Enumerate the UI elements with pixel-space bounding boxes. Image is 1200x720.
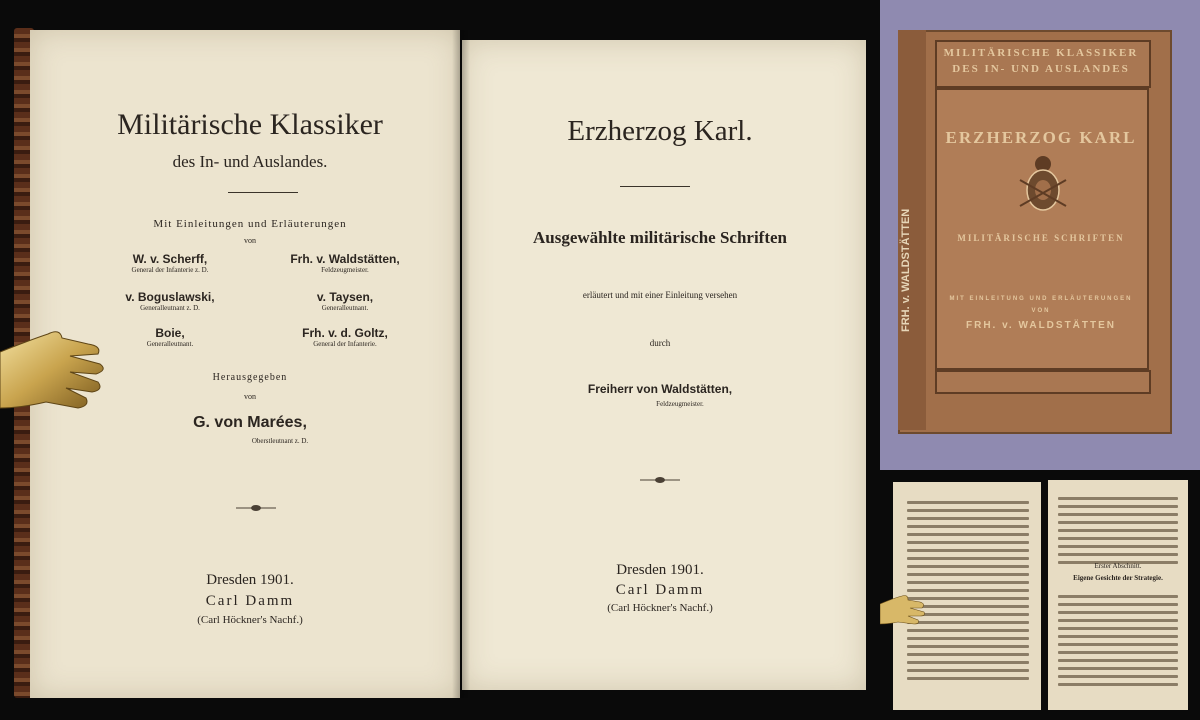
- right-rule: [620, 186, 690, 187]
- right-publisher-note: (Carl Höckner's Nachf.): [607, 602, 713, 614]
- right-publisher: Carl Damm: [615, 582, 705, 598]
- cover-series-line2: DES IN- UND AUSLANDES: [952, 63, 1130, 75]
- author-rank: Feldzeugmeister.: [321, 266, 369, 274]
- open-heading-right: Eigene Gesichte der Strategie.: [1073, 574, 1163, 582]
- author-name: v. Taysen,: [316, 290, 374, 304]
- brass-hand-icon: [0, 322, 110, 432]
- ornament-icon: [236, 500, 276, 510]
- open-heading-left: Erster Abschnitt.: [1094, 562, 1142, 570]
- right-durch: durch: [649, 338, 671, 348]
- editor-intro: Herausgegeben: [212, 372, 288, 383]
- crest-icon: [1018, 150, 1068, 216]
- cover-title: ERZHERZOG KARL: [945, 128, 1137, 147]
- author-rank: Generalleutnant z. D.: [140, 304, 200, 312]
- author-block: [100, 326, 240, 348]
- author-rank: Generalleutnant.: [321, 304, 369, 312]
- cover-spine-text: FRH. v. WALDSTÄTTEN: [900, 208, 912, 332]
- author-name: v. Boguslawski,: [125, 290, 215, 304]
- author-block: [270, 326, 420, 348]
- cover-bottom-panel: [935, 370, 1151, 394]
- right-subtitle: Ausgewählte militärische Schriften: [532, 228, 788, 247]
- cover-author: FRH. v. WALDSTÄTTEN: [965, 320, 1117, 331]
- left-place-year: Dresden 1901.: [206, 572, 294, 588]
- author-rank: Generalleutnant.: [146, 340, 194, 348]
- author-block: [100, 252, 240, 274]
- author-rank: General der Infanterie z. D.: [131, 266, 209, 274]
- author-block: [270, 290, 420, 312]
- left-von: von: [244, 236, 256, 245]
- brass-hand-small-icon: [880, 592, 926, 632]
- editor-rank: Oberstleutnant z. D.: [251, 437, 309, 445]
- right-author: Freiherr von Waldstätten,: [587, 382, 733, 396]
- author-rank: General der Infanterie.: [313, 340, 377, 348]
- author-name: W. v. Scherff,: [132, 252, 208, 266]
- author-name: Frh. v. d. Goltz,: [302, 326, 388, 340]
- cover-subtitle: MILITÄRISCHE SCHRIFTEN: [957, 233, 1125, 243]
- book-gutter: [452, 30, 470, 698]
- right-line1: erläutert und mit einer Einleitung versehen: [582, 290, 738, 300]
- left-rule: [228, 192, 298, 193]
- cover-note: MIT EINLEITUNG UND ERLÄUTERUNGEN: [949, 296, 1133, 302]
- right-title: Erzherzog Karl.: [567, 115, 753, 147]
- author-name: Boie,: [155, 326, 185, 340]
- right-place-year: Dresden 1901.: [616, 562, 704, 578]
- cover-von: VON: [1031, 308, 1051, 314]
- right-author-rank: Feldzeugmeister.: [656, 400, 704, 408]
- ornament-icon: [640, 472, 680, 482]
- author-block: [100, 290, 240, 312]
- open-body-text: [1058, 590, 1178, 691]
- author-block: [270, 252, 420, 274]
- left-intro: Mit Einleitungen und Erläuterungen: [153, 218, 347, 230]
- left-publisher: Carl Damm: [205, 593, 295, 609]
- editor-von: von: [244, 392, 256, 401]
- left-title: Militärische Klassiker: [117, 108, 383, 141]
- left-subtitle: des In- und Auslandes.: [172, 152, 328, 171]
- author-name: Frh. v. Waldstätten,: [290, 252, 400, 266]
- left-publisher-note: (Carl Höckner's Nachf.): [197, 614, 303, 626]
- editor-name: G. von Marées,: [193, 414, 307, 431]
- cover-series-line1: MILITÄRISCHE KLASSIKER: [943, 47, 1139, 59]
